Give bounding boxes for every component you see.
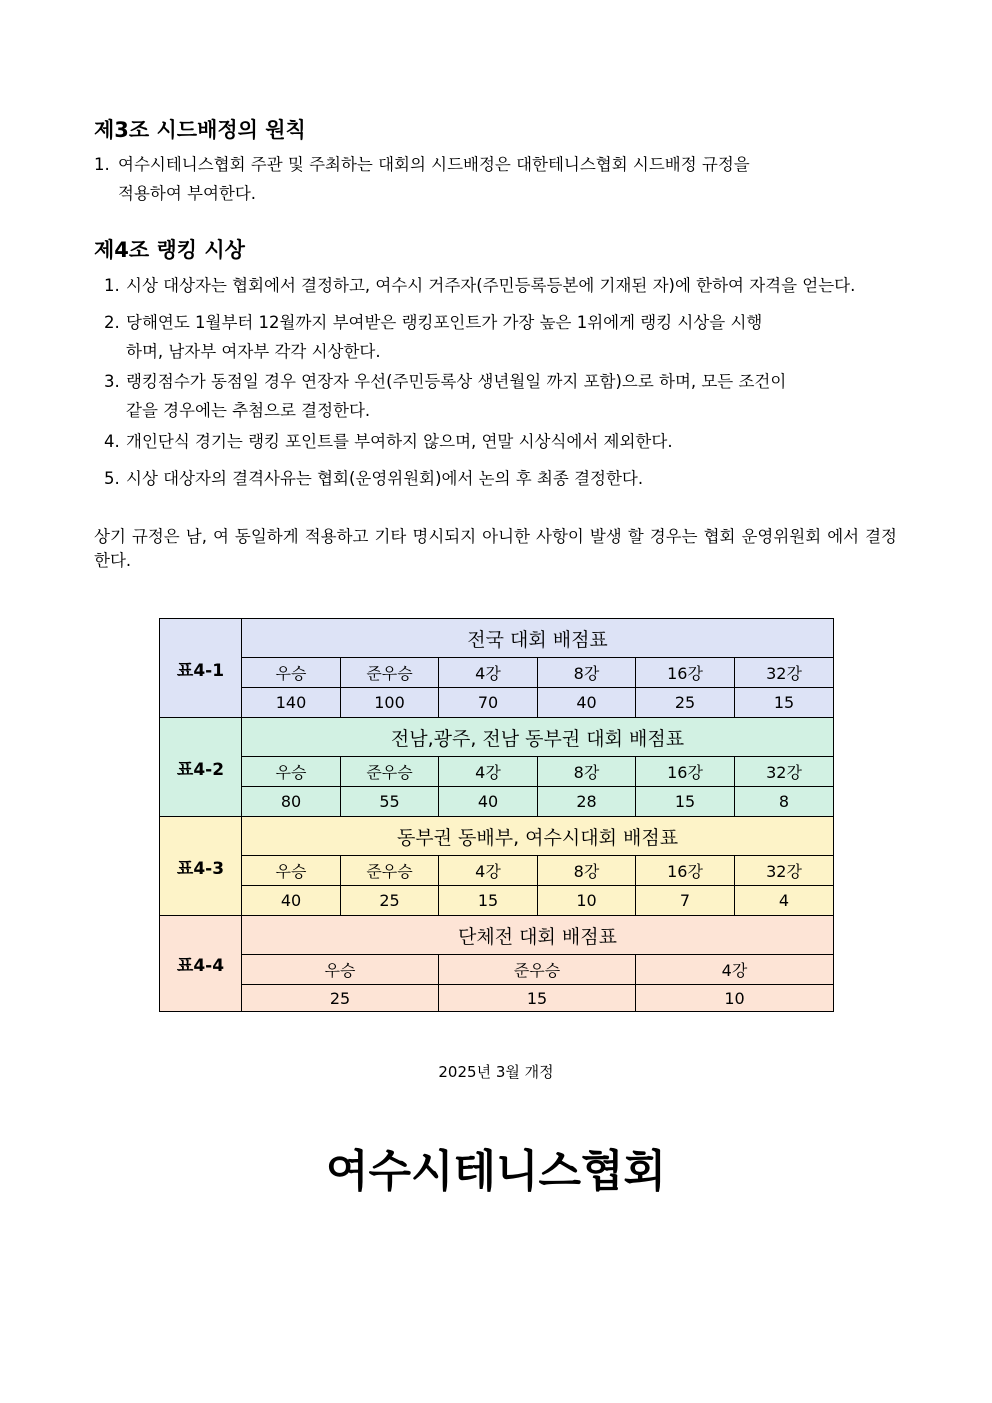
item-number: 2. xyxy=(104,313,120,332)
closing-note: 상기 규정은 남, 여 동일하게 적용하고 기타 명시되지 아니한 사항이 발생 할 경우는 협회 운영위원회 에서 결정한다. xyxy=(94,527,897,570)
item-text-continued: 같을 경우에는 추첨으로 결정한다. xyxy=(126,401,371,420)
header-cell: 우승 xyxy=(242,658,341,688)
section4-item-1 xyxy=(104,272,904,302)
header-cell: 준우승 xyxy=(341,757,439,787)
value-cell: 40 xyxy=(242,886,341,916)
header-cell: 우승 xyxy=(242,856,341,886)
header-cell: 16강 xyxy=(636,658,735,688)
value-cell: 25 xyxy=(242,985,439,1012)
table-label: 표4-1 xyxy=(160,619,242,718)
header-cell: 4강 xyxy=(636,955,834,985)
value-cell: 10 xyxy=(538,886,636,916)
section4-item-5 xyxy=(104,465,904,495)
value-cell: 40 xyxy=(538,688,636,718)
header-cell: 준우승 xyxy=(439,955,636,985)
item-text: 랭킹점수가 동점일 경우 연장자 우선(주민등록상 생년월일 까지 포함)으로 하며, 모든 조건이 xyxy=(126,372,787,391)
item-text-continued: 하며, 남자부 여자부 각각 시상한다. xyxy=(126,342,381,361)
value-cell: 15 xyxy=(439,886,538,916)
header-cell: 우승 xyxy=(242,955,439,985)
value-cell: 25 xyxy=(341,886,439,916)
score-tables xyxy=(159,618,834,1012)
value-cell: 70 xyxy=(439,688,538,718)
item-text: 당해연도 1월부터 12월까지 부여받은 랭킹포인트가 가장 높은 1위에게 랭킹 시상을 시행 xyxy=(126,313,763,332)
header-cell: 4강 xyxy=(439,658,538,688)
header-cell: 32강 xyxy=(735,757,834,787)
value-cell: 28 xyxy=(538,787,636,817)
header-cell: 8강 xyxy=(538,658,636,688)
section3-heading: 제3조 시드배정의 원칙 xyxy=(94,118,306,142)
item-text: 개인단식 경기는 랭킹 포인트를 부여하지 않으며, 연말 시상식에서 제외한다. xyxy=(126,432,673,451)
organization-name: 여수시테니스협회 xyxy=(325,1146,667,1197)
value-cell: 8 xyxy=(735,787,834,817)
item-number: 1. xyxy=(94,155,110,174)
table-label: 표4-3 xyxy=(160,817,242,916)
section4-item-2 xyxy=(104,309,904,367)
table-title: 동부권 동배부, 여수시대회 배점표 xyxy=(242,817,834,856)
value-cell: 4 xyxy=(735,886,834,916)
section4-heading: 제4조 랭킹 시상 xyxy=(94,238,245,262)
table-title: 단체전 대회 배점표 xyxy=(242,916,834,955)
item-number: 4. xyxy=(104,432,120,451)
section3-item-1 xyxy=(94,151,894,209)
header-cell: 준우승 xyxy=(341,856,439,886)
header-cell: 우승 xyxy=(242,757,341,787)
section4-item-3 xyxy=(104,368,904,426)
value-cell: 55 xyxy=(341,787,439,817)
item-number: 3. xyxy=(104,372,120,391)
header-cell: 8강 xyxy=(538,757,636,787)
value-cell: 10 xyxy=(636,985,834,1012)
item-number: 5. xyxy=(104,469,120,488)
value-cell: 15 xyxy=(636,787,735,817)
header-cell: 32강 xyxy=(735,856,834,886)
value-cell: 100 xyxy=(341,688,439,718)
value-cell: 25 xyxy=(636,688,735,718)
table-title: 전남,광주, 전남 동부권 대회 배점표 xyxy=(242,718,834,757)
value-cell: 15 xyxy=(735,688,834,718)
value-cell: 140 xyxy=(242,688,341,718)
item-text: 시상 대상자는 협회에서 결정하고, 여수시 거주자(주민등록등본에 기재된 자)에 한하여 자격을 얻는다. xyxy=(126,276,856,295)
item-text: 여수시테니스협회 주관 및 주최하는 대회의 시드배정은 대한테니스협회 시드배정 규정을 xyxy=(118,155,750,174)
table-label: 표4-4 xyxy=(160,916,242,1012)
header-cell: 32강 xyxy=(735,658,834,688)
section4-item-4 xyxy=(104,428,904,458)
header-cell: 16강 xyxy=(636,757,735,787)
value-cell: 80 xyxy=(242,787,341,817)
revision-date: 2025년 3월 개정 xyxy=(438,1063,554,1081)
header-cell: 4강 xyxy=(439,856,538,886)
item-text-continued: 적용하여 부여한다. xyxy=(118,184,257,203)
value-cell: 15 xyxy=(439,985,636,1012)
header-cell: 준우승 xyxy=(341,658,439,688)
item-text: 시상 대상자의 결격사유는 협회(운영위원회)에서 논의 후 최종 결정한다. xyxy=(126,469,644,488)
header-cell: 4강 xyxy=(439,757,538,787)
table-label: 표4-2 xyxy=(160,718,242,817)
value-cell: 7 xyxy=(636,886,735,916)
header-cell: 16강 xyxy=(636,856,735,886)
value-cell: 40 xyxy=(439,787,538,817)
header-cell: 8강 xyxy=(538,856,636,886)
item-number: 1. xyxy=(104,276,120,295)
table-title: 전국 대회 배점표 xyxy=(242,619,834,658)
